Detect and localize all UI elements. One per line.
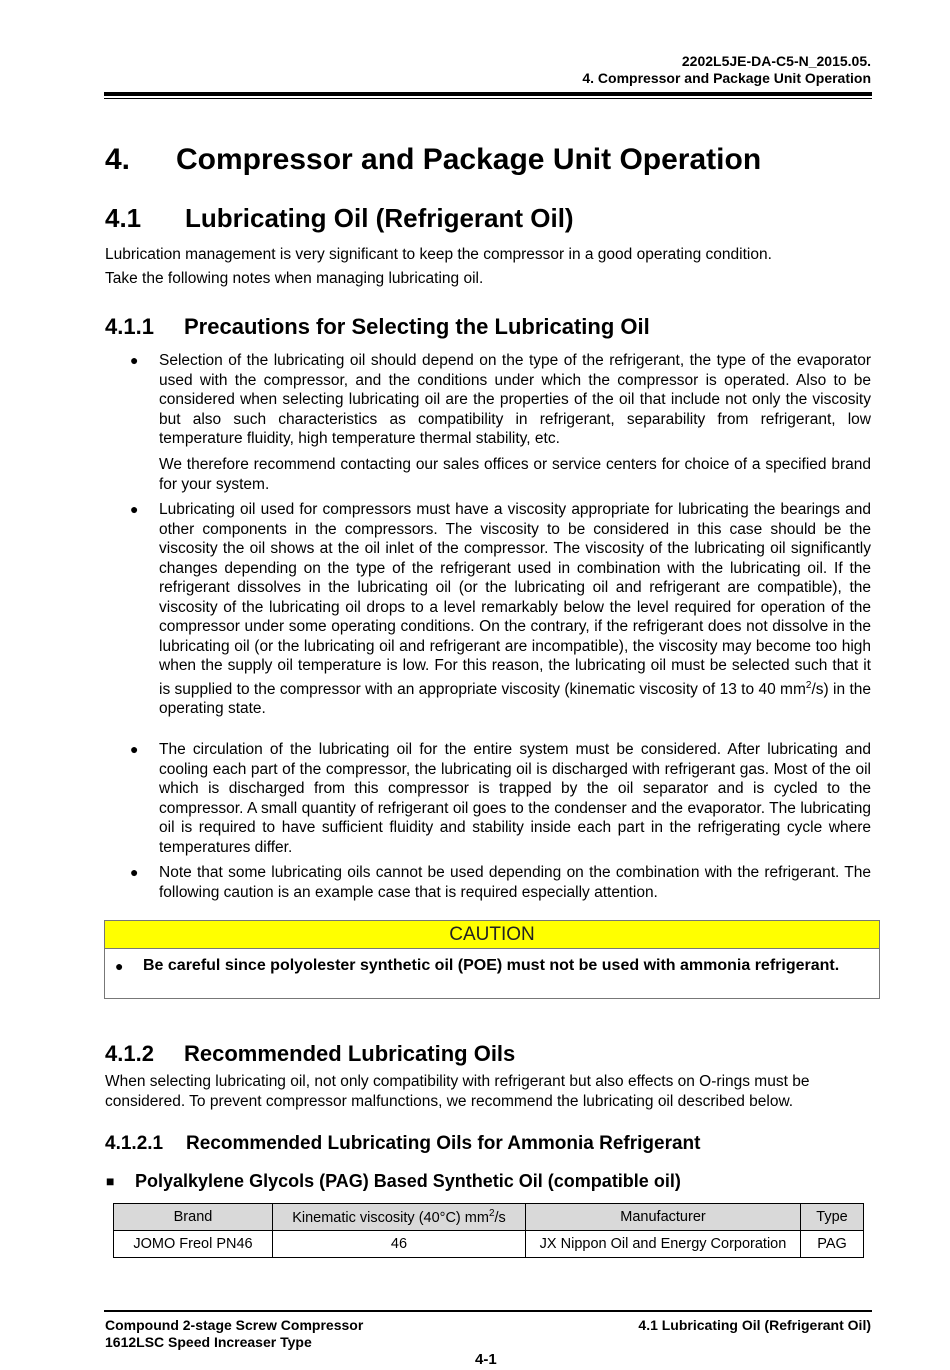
- square-bullet: ■: [106, 1173, 115, 1189]
- recommended-text: When selecting lubricating oil, not only compatibility with refrigerant but also effects on O-rings must be considered. To prevent compressor malfunctions, we recommend the lubricating oil described below.: [105, 1073, 810, 1110]
- col-brand: Brand: [114, 1204, 273, 1231]
- subsubsection-heading: [105, 1133, 700, 1155]
- intro-line-2: Take the following notes when managing lubricating oil.: [105, 270, 484, 287]
- section-number: 4.1: [105, 203, 142, 233]
- header-doc-id: 2202L5JE-DA-C5-N_2015.05.: [681, 53, 871, 69]
- chapter-title: Compressor and Package Unit Operation: [176, 143, 762, 176]
- header-chapter: 4. Compressor and Package Unit Operation: [582, 70, 871, 86]
- bullet-dot: ●: [130, 864, 139, 880]
- cell-type: PAG: [801, 1231, 864, 1258]
- subsection-title: Recommended Lubricating Oils: [184, 1041, 516, 1066]
- oil-table: [113, 1203, 864, 1258]
- cell-manufacturer: JX Nippon Oil and Energy Corporation: [526, 1231, 801, 1258]
- col-manufacturer: Manufacturer: [526, 1204, 801, 1231]
- section-title: Lubricating Oil (Refrigerant Oil): [185, 203, 574, 233]
- page-number: 4-1: [475, 1351, 497, 1368]
- oil-type-subhead: Polyalkylene Glycols (PAG) Based Synthetic Oil (compatible oil): [135, 1171, 681, 1191]
- header-rule: [104, 92, 872, 96]
- table-header-row: [114, 1204, 864, 1231]
- section-heading: [105, 203, 574, 234]
- bullet-dot: ●: [130, 741, 139, 757]
- subsection-heading-412: [105, 1041, 515, 1067]
- footer-left-1: Compound 2-stage Screw Compressor: [105, 1317, 364, 1333]
- bullet-text-1-cont: We therefore recommend contacting our sales offices or service centers for choice of a specified brand for your system.: [159, 456, 871, 493]
- subsection-title: Precautions for Selecting the Lubricating Oil: [184, 314, 650, 339]
- cell-viscosity: 46: [273, 1231, 526, 1258]
- intro-line-1: Lubrication management is very significant to keep the compressor in a good operating condition.: [105, 246, 772, 263]
- col-type: Type: [801, 1204, 864, 1231]
- bullet-text-1: Selection of the lubricating oil should depend on the type of the refrigerant, the type of the evaporator used with the compressor, and the conditions under which the compressor is operated. Also to be considered when selecting lubricating oil are the properties of the oil that include not only the viscosity but also such characteristics as compatibility in refrigerant, separability from refrigerant, low temperature fluidity, high temperature thermal stability, etc.: [159, 352, 871, 447]
- bullet-dot: ●: [130, 352, 139, 368]
- subsubsection-number: 4.1.2.1: [105, 1133, 164, 1154]
- subsection-heading-411: [105, 314, 650, 340]
- col-viscosity: Kinematic viscosity (40°C) $mm^2/s$: [273, 1204, 526, 1231]
- subsection-number: 4.1.1: [105, 314, 154, 339]
- bullet-dot: ●: [130, 501, 139, 517]
- chapter-number: 4.: [105, 143, 131, 176]
- cell-brand: JOMO Freol PN46: [114, 1231, 273, 1258]
- header-rule-thin: [104, 98, 872, 99]
- table-row: [114, 1231, 864, 1258]
- subsection-number: 4.1.2: [105, 1041, 154, 1066]
- bullet-dot: ●: [115, 958, 124, 974]
- bullet-text-3: The circulation of the lubricating oil for the entire system must be considered. After lubricating and cooling each part of the compressor, the lubricating oil is discharged with refrigerant gas. Most of the oil which is discharged from this compressor is trapped by the oil separator and is cycled to the compressor. A small quantity of refrigerant oil goes to the condenser and the evaporator. The lubricating oil is required to have sufficient fluidity and stability inside each part in the refrigerating cycle where temperatures differ.: [159, 741, 871, 856]
- footer-rule: [104, 1310, 872, 1312]
- footer-right: 4.1 Lubricating Oil (Refrigerant Oil): [638, 1317, 871, 1333]
- caution-label: CAUTION: [105, 921, 879, 949]
- caution-box: [104, 920, 880, 999]
- footer-left-2: 1612LSC Speed Increaser Type: [105, 1334, 312, 1350]
- subsubsection-title: Recommended Lubricating Oils for Ammonia Refrigerant: [186, 1133, 701, 1154]
- bullet-text-2: Lubricating oil used for compressors must have a viscosity appropriate for lubricating the bearings and other components in the compressors. The viscosity to be considered in this case should be the viscosity the oil shows at the oil inlet of the compressor. The viscosity of the lubricating oil significantly changes depending on the type of the refrigerant used in combination with the lubricating oil. If the refrigerant dissolves in the lubricating oil (or the lubricating oil and refrigerant are compatible), the viscosity of the lubricating oil drops to a level remarkably below the level required for operation of the compressor under some operating conditions. On the contrary, if the refrigerant does not dissolve in the lubricating oil (or the lubricating oil and refrigerant are incompatible), the viscosity may become too high when the supply oil temperature is low. For this reason, the lubricating oil must be selected such that it is supplied to the compressor with an appropriate viscosity (kinematic viscosity of 13 to 40 $mm^2/s$) in the operating state.: [159, 501, 871, 718]
- bullet-text-4: Note that some lubricating oils cannot be used depending on the combination with the refrigerant. The following caution is an example case that is required especially attention.: [159, 864, 871, 901]
- chapter-heading: [105, 143, 761, 177]
- caution-text: Be careful since polyolester synthetic oil (POE) must not be used with ammonia refrigerant.: [143, 957, 840, 974]
